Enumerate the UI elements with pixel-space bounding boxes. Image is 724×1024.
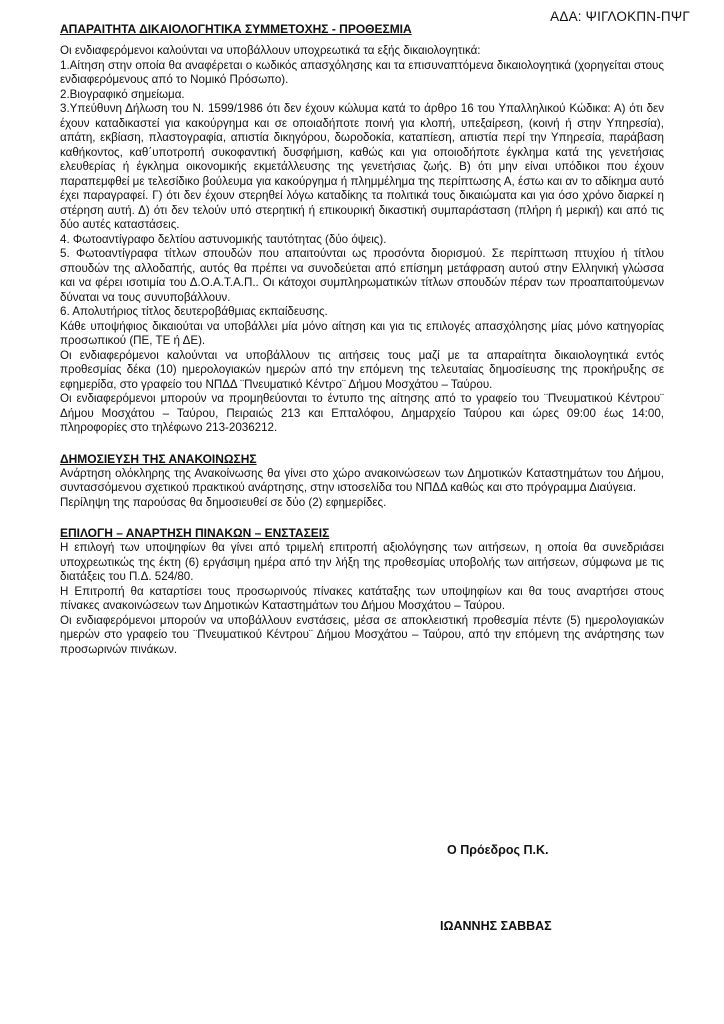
signature-name: ΙΩΑΝΝΗΣ ΣΑΒΒΑΣ	[440, 919, 552, 933]
paragraph: Οι ενδιαφερόμενοι μπορούν να υποβάλλουν ενστάσεις, μέσα σε αποκλειστική προθεσμία πέντε (5) ημερολογιακών ημερών στο γραφείο του ¨Πνευματικού Κέντρου¨ Δήμου Μοσχάτου – Ταύρου, από την επόμενη της ανάρτησης των προσωρινών πινάκων.	[60, 613, 664, 656]
section-heading: ΑΠΑΡΑΙΤΗΤΑ ΔΙΚΑΙΟΛΟΓΗΤΙΚΑ ΣΥΜΜΕΤΟΧΗΣ - ΠΡΟΘΕΣΜΙΑ	[60, 22, 412, 36]
paragraph: Η Επιτροπή θα καταρτίσει τους προσωρινούς πίνακες κατάταξης των υποψηφίων και θα τους αναρτήσει στους πίνακες ανακοινώσεων των Δημοτικών Καταστημάτων του Δήμου Μοσχάτου – Ταύρου.	[60, 584, 664, 612]
paragraph: 6. Απολυτήριος τίτλος δευτεροβάθμιας εκπαίδευσης.	[60, 305, 328, 318]
paragraph: 3.Υπεύθυνη Δήλωση του Ν. 1599/1986 ότι δεν έχουν κώλυμα κατά το άρθρο 16 του Υπαλληλικού Κώδικα: Α) ότι δεν έχουν καταδικαστεί για κακούργημα και σε οποιαδήποτε ποινή για κλοπή, υπεξαίρεση, (κοινή ή στην Υπηρεσία), απάτη, εκβίαση, πλαστογραφία, απιστία δικηγόρου, δωροδοκία, καταπίεση, απιστία περί την Υπηρεσία, παράβαση καθήκοντος, καθ΄υποτροπή συκοφαντική δυσφήμιση, καθώς και για οποιοδήποτε έγκλημα κατά της γενετήσιας ελευθερίας ή έγκλημα οικονομικής εκμετάλλευσης της γενετήσιας ζωής. Β) ότι μην είναι υπόδικοι που έχουν παραπεμφθεί με τελεσίδικο βούλευμα για κακούργημα ή πλημμέλημα της περίπτωσης Α, έστω και αν το αδίκημα αυτό έχει παραγραφεί. Γ) ότι δεν έχουν στερηθεί λόγω καταδίκης τα πολιτικά τους δικαιώματα και για όσο χρόνο διαρκεί η στέρηση αυτή. Δ) ότι δεν τελούν υπό στερητική ή επικουρική δικαστική συμπαράσταση (πλήρη ή μερική) και από τις δύο αυτές καταστάσεις.	[60, 102, 664, 231]
paragraph: 4. Φωτοαντίγραφο δελτίου αστυνομικής ταυτότητας (δύο όψεις).	[60, 232, 387, 246]
paragraph: Περίληψη της παρούσας θα δημοσιευθεί σε δύο (2) εφημερίδες.	[60, 495, 387, 509]
paragraph: Οι ενδιαφερόμενοι καλούνται να υποβάλλουν τις αιτήσεις τους μαζί με τα απαραίτητα δικαιολογητικά εντός προθεσμίας δέκα (10) ημερολογιακών ημερών από την επόμενη της τελευταίας δημοσίευσης της προκήρυξης σε εφημερίδα, στο γραφείο του ΝΠΔΔ ¨Πνευματικό Κέντρο¨ Δήμου Μοσχάτου – Ταύρου.	[60, 348, 664, 391]
section-requirements	[60, 22, 664, 436]
paragraph: Οι ενδιαφερόμενοι καλούνται να υποβάλλουν υποχρεωτικά τα εξής δικαιολογητικά:	[60, 44, 481, 57]
paragraph: 2.Βιογραφικό σημείωμα.	[60, 87, 185, 101]
paragraph: Κάθε υποψήφιος δικαιούται να υποβάλλει μία μόνο αίτηση και για τις επιλογές απασχόλησης μίας μόνο κατηγορίας προσωπικού (ΠΕ, ΤΕ ή ΔΕ).	[60, 319, 664, 347]
paragraph: Οι ενδιαφερόμενοι μπορούν να προμηθεύονται το έντυπο της αίτησης από το γραφείο του ¨Πνευματικού Κέντρου¨ Δήμου Μοσχάτου – Ταύρου, Πειραιώς 213 και Επταλόφου, Δημαρχείο Ταύρου και ώρες 09:00 έως 14:00, πληροφορίες στο τηλέφωνο 213-2036212.	[60, 392, 664, 434]
section-publication	[60, 452, 664, 511]
ada-code: ΑΔΑ: ΨΙΓΛΟΚΠΝ-ΠΨΓ	[550, 9, 690, 24]
paragraph: 1.Αίτηση στην οποία θα αναφέρεται ο κωδικός απασχόλησης και τα επισυναπτόμενα δικαιολογητικά (χορηγείται στους ενδιαφερόμενους από το Νομικό Πρόσωπο).	[60, 58, 664, 86]
section-heading: ΔΗΜΟΣΙΕΥΣΗ ΤΗΣ ΑΝΑΚΟΙΝΩΣΗΣ	[60, 451, 257, 466]
section-heading: ΕΠΙΛΟΓΗ – ΑΝΑΡΤΗΣΗ ΠΙΝΑΚΩΝ – ΕΝΣΤΑΣΕΙΣ	[60, 526, 330, 540]
signature-role: Ο Πρόεδρος Π.Κ.	[447, 843, 549, 857]
paragraph: Ανάρτηση ολόκληρης της Ανακοίνωσης θα γίνει στο χώρο ανακοινώσεων των Δημοτικών Καταστημάτων του Δήμου, συντασσόμενου σχετικού πρακτικού ανάρτησης, στην ιστοσελίδα του ΝΠΔΔ καθώς και στο πρόγραμμα Διαύγεια.	[60, 466, 664, 494]
paragraph: 5. Φωτοαντίγραφα τίτλων σπουδών που απαιτούνται ως προσόντα διορισμού. Σε περίπτωση πτυχίου ή τίτλου σπουδών της αλλοδαπής, αυτός θα πρέπει να συνοδεύεται από επίσημη μετάφραση αυτού στην Ελληνική γλώσσα και να φέρει ισοτιμία του Δ.Ο.Α.Τ.Α.Π.. Οι κάτοχοι συμπληρωματικών τίτλων σπουδών πέραν των προαπαιτούμενων δύναται να τους συνυποβάλλουν.	[60, 247, 664, 304]
document-body	[60, 22, 664, 657]
paragraph: Η επιλογή των υποψηφίων θα γίνει από τριμελή επιτροπή αξιολόγησης των αιτήσεων, η οποία θα συνεδριάσει υποχρεωτικώς της έκτη (6) εργάσιμη ημέρα από την λήξη της προθεσμίας υποβολής των αιτήσεων, σύμφωνα με τις διατάξεις του Π.Δ. 524/80.	[60, 541, 664, 583]
section-selection	[60, 526, 664, 657]
